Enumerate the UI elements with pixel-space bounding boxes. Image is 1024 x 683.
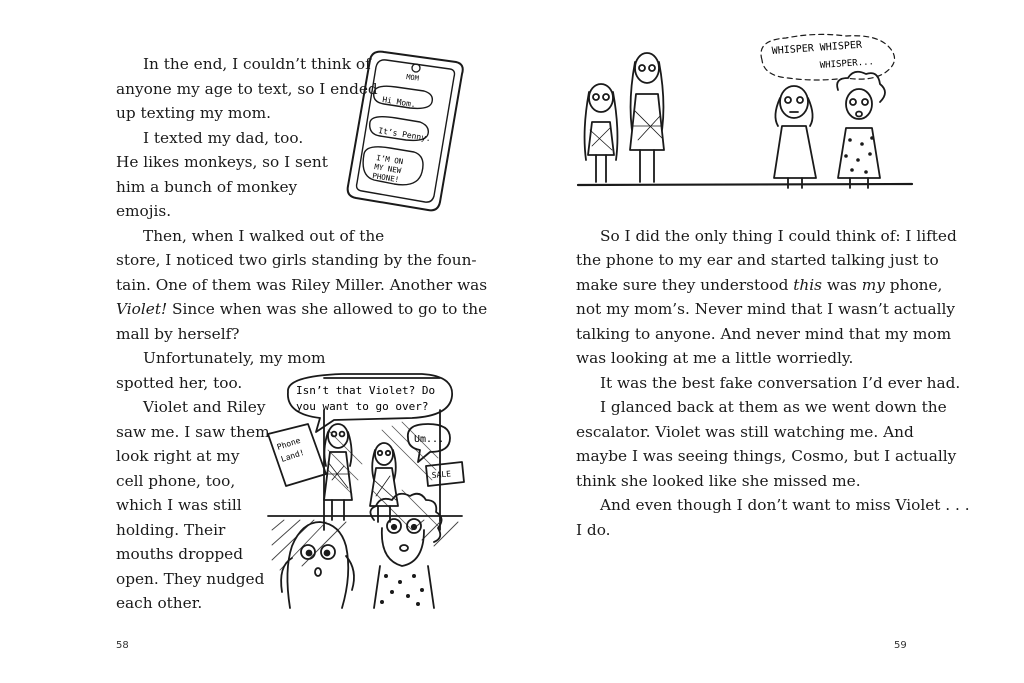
- text-line: mouths dropped: [116, 545, 244, 563]
- text-line: In the end, I couldn’t think of: [143, 55, 371, 73]
- phone-contact-label: MOM: [405, 73, 420, 83]
- phone-bubble-text: PHONE!: [371, 171, 400, 185]
- text-line: I glanced back at them as we went down the: [600, 398, 947, 416]
- reply-bubble-text: Um...: [414, 434, 445, 445]
- phone-bubble-text: It’s Penny.: [377, 126, 432, 144]
- whisper-text: WHISPER...: [819, 57, 875, 71]
- text-line: Unfortunately, my mom: [143, 349, 326, 367]
- store-sign-text: Phone: [275, 435, 302, 452]
- phone-bubble-text: I’M ON: [375, 153, 404, 167]
- page-number: 59: [894, 640, 907, 651]
- text-line: escalator. Violet was still watching me. And: [576, 423, 914, 441]
- text-line: I texted my dad, too.: [143, 129, 304, 147]
- text-fragment: make sure they understood: [576, 276, 794, 294]
- text-line: talking to anyone. And never mind that my mom: [576, 325, 952, 343]
- text-line: Violet and Riley: [143, 398, 266, 416]
- text-line: Then, when I walked out of the: [143, 227, 385, 245]
- text-line: anyone my age to text, so I ended: [116, 80, 378, 98]
- whisper-illustration: [576, 30, 916, 195]
- text-line: open. They nudged: [116, 570, 265, 588]
- text-line: [576, 273, 943, 298]
- phone-bubble-text: MY NEW: [373, 162, 402, 176]
- text-fragment: phone,: [884, 276, 943, 294]
- mall-illustration: [262, 370, 467, 610]
- text-line: [116, 297, 488, 322]
- text-line: He likes monkeys, so I sent: [116, 153, 328, 171]
- text-line: saw me. I saw them: [116, 423, 270, 441]
- text-line: tain. One of them was Riley Miller. Another was: [116, 276, 488, 294]
- text-line: So I did the only thing I could think of: I lifted: [600, 227, 957, 245]
- text-line: store, I noticed two girls standing by the foun-: [116, 251, 477, 269]
- text-line: And even though I don’t want to miss Violet . . .: [600, 496, 970, 514]
- text-line: maybe I was seeing things, Cosmo, but I actually: [576, 447, 957, 465]
- whisper-text: WHISPER WHISPER: [771, 39, 863, 57]
- text-line: was looking at me a little worriedly.: [576, 349, 854, 367]
- text-line: up texting my mom.: [116, 104, 271, 122]
- emphasis-violet: Violet!: [116, 300, 168, 318]
- text-line: him a bunch of monkey: [116, 178, 298, 196]
- phone-illustration: [340, 46, 470, 216]
- store-sign-text: Land!: [279, 447, 306, 464]
- text-line: emojis.: [116, 202, 172, 220]
- phone-bubble-text: Hi Mom.: [381, 95, 417, 110]
- sale-sign-text: SALE: [431, 469, 452, 480]
- emphasis-this: this: [793, 276, 822, 294]
- text-fragment: was: [821, 276, 862, 294]
- text-fragment: Since when was she allowed to go to the: [167, 300, 488, 318]
- text-line: not my mom’s. Never mind that I wasn’t actually: [576, 300, 956, 318]
- text-line: mall by herself?: [116, 325, 240, 343]
- text-line: the phone to my ear and started talking just to: [576, 251, 939, 269]
- emphasis-my: my: [861, 276, 885, 294]
- text-line: It was the best fake conversation I’d ever had.: [600, 374, 961, 392]
- text-line: each other.: [116, 594, 203, 612]
- right-page: [512, 0, 1024, 683]
- text-line: spotted her, too.: [116, 374, 243, 392]
- text-line: cell phone, too,: [116, 472, 236, 490]
- text-line: think she looked like she missed me.: [576, 472, 861, 490]
- speech-bubble-text: you want to go over?: [296, 400, 429, 413]
- speech-bubble-text: Isn’t that Violet? Do: [296, 384, 436, 397]
- text-line: look right at my: [116, 447, 240, 465]
- page-number: 58: [116, 640, 129, 651]
- text-line: which I was still: [116, 496, 242, 514]
- text-line: I do.: [576, 521, 611, 539]
- text-line: holding. Their: [116, 521, 226, 539]
